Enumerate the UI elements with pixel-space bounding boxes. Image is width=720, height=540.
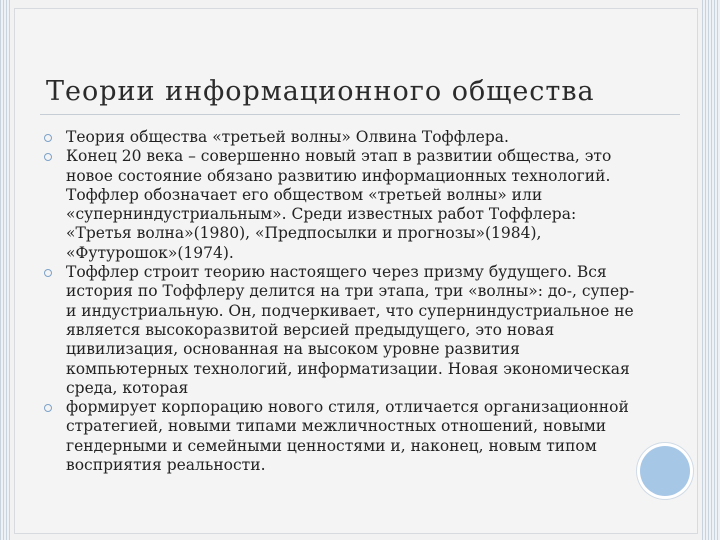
right-decorative-border [702, 0, 720, 540]
bullet-icon [44, 134, 52, 142]
decorative-circle [640, 446, 690, 496]
bullet-item [44, 398, 644, 475]
bullet-item [44, 263, 644, 398]
bullet-list [44, 128, 644, 475]
bullet-text: Теория общества «третьей волны» Олвина Тоффлера. [66, 128, 509, 146]
bullet-item [44, 147, 644, 263]
bullet-icon [44, 153, 52, 161]
bullet-item [44, 128, 644, 147]
slide-title: Теории информационного общества [46, 76, 595, 107]
title-divider [40, 114, 680, 115]
left-decorative-border [0, 0, 10, 540]
bullet-text: Тоффлер строит теорию настоящего через призму будущего. Вся история по Тоффлеру делится на три этапа, три «волны»: до-, супер- и индустриальную. Он, подчеркивает, что суперниндустриальное не является высокоразвитой версией предыдущего, это новая цивилизация, основанная на высоком уровне развития компьютерных технологий, информатизации. Новая экономическая среда, которая [66, 263, 635, 397]
bullet-text: формирует корпорацию нового стиля, отличается организационной стратегией, новыми типами межличностных отношений, новыми гендерными и семейными ценностями и, наконец, новым типом восприятия реальности. [66, 398, 629, 475]
bullet-icon [44, 404, 52, 412]
bullet-text: Конец 20 века – совершенно новый этап в развитии общества, это новое состояние обязано развитию информационных технологий. Тоффлер обозначает его обществом «третьей волны» или «суперниндустриальным». Среди известных работ Тоффлера: «Третья волна»(1980), «Предпосылки и прогнозы»(1984), «Футурошок»(1974). [66, 147, 612, 262]
bullet-icon [44, 269, 52, 277]
